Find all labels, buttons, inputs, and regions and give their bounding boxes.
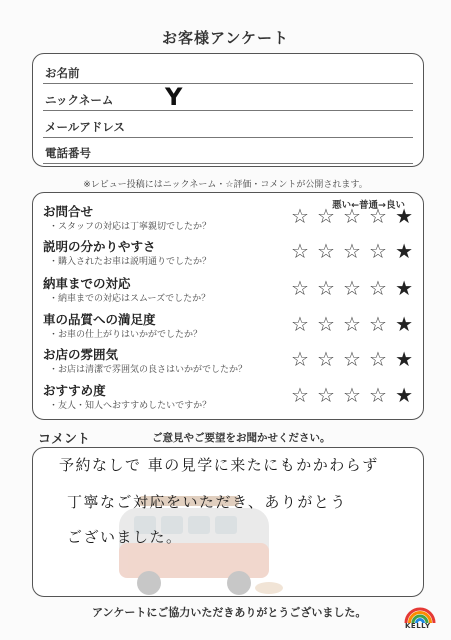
question-subtext: ・友人・知人へおすすめしたいですか？ — [49, 401, 212, 411]
question-row — [43, 274, 413, 308]
question-title: おすすめ度 — [43, 383, 106, 398]
star-filled-icon: ★ — [395, 276, 413, 300]
star-filled-icon: ★ — [395, 312, 413, 336]
email-row — [43, 112, 413, 138]
customer-info-box — [32, 53, 424, 167]
star-empty-icon: ☆ — [369, 383, 387, 407]
rating-scale-header: 悪い←普通→良い — [332, 200, 405, 211]
star-empty-icon: ☆ — [317, 239, 335, 263]
star-empty-icon: ☆ — [343, 347, 361, 371]
star-empty-icon: ☆ — [291, 347, 309, 371]
nickname-label: ニックネーム — [45, 93, 114, 107]
star-filled-icon: ★ — [395, 383, 413, 407]
star-rating — [291, 240, 413, 262]
comment-heading: コメント — [38, 432, 91, 447]
star-empty-icon: ☆ — [317, 383, 335, 407]
star-empty-icon: ☆ — [317, 204, 335, 228]
question-row — [43, 202, 413, 236]
page-title: お客様アンケート — [161, 29, 290, 47]
comment-prompt: ご意見やご要望をお聞かせください。 — [152, 432, 331, 444]
star-rating — [291, 205, 413, 227]
question-title: 車の品質への満足度 — [43, 312, 156, 327]
star-empty-icon: ☆ — [369, 204, 387, 228]
star-empty-icon: ☆ — [317, 347, 335, 371]
name-row — [43, 58, 413, 84]
star-empty-icon: ☆ — [343, 276, 361, 300]
star-empty-icon: ☆ — [343, 312, 361, 336]
question-row — [43, 345, 413, 379]
star-empty-icon: ☆ — [369, 239, 387, 263]
comment-line-3: ございました。 — [67, 528, 183, 546]
nickname-value: Y — [165, 83, 183, 111]
star-empty-icon: ☆ — [317, 312, 335, 336]
star-empty-icon: ☆ — [317, 276, 335, 300]
star-filled-icon: ★ — [395, 239, 413, 263]
star-empty-icon: ☆ — [291, 204, 309, 228]
brand-logo-text: KELLY — [405, 622, 431, 630]
question-subtext: ・スタッフの対応は丁寧親切でしたか？ — [49, 222, 212, 232]
question-title: 納車までの対応 — [43, 276, 131, 291]
star-filled-icon: ★ — [395, 347, 413, 371]
question-title: 説明の分かりやすさ — [43, 239, 156, 254]
star-empty-icon: ☆ — [369, 347, 387, 371]
star-empty-icon: ☆ — [369, 312, 387, 336]
star-empty-icon: ☆ — [343, 383, 361, 407]
star-rating — [291, 348, 413, 370]
comment-line-2: 丁寧なご対応をいただき、ありがとう — [67, 493, 347, 511]
question-row — [43, 310, 413, 344]
phone-row — [43, 138, 413, 164]
question-subtext: ・購入されたお車は説明通りでしたか？ — [49, 257, 212, 267]
phone-label: 電話番号 — [45, 146, 91, 160]
star-rating — [291, 384, 413, 406]
question-row — [43, 381, 413, 415]
question-row — [43, 237, 413, 271]
star-rating — [291, 277, 413, 299]
rating-section — [32, 192, 424, 420]
star-empty-icon: ☆ — [291, 276, 309, 300]
thank-you-footer: アンケートにご協力いただきありがとうございました。 — [92, 606, 367, 619]
name-label: お名前 — [45, 66, 80, 80]
question-subtext: ・お車の仕上がりはいかがでしたか？ — [49, 330, 203, 340]
comment-box — [32, 447, 424, 597]
star-empty-icon: ☆ — [291, 239, 309, 263]
star-empty-icon: ☆ — [343, 204, 361, 228]
email-label: メールアドレス — [45, 120, 125, 134]
question-title: お問合せ — [43, 204, 94, 219]
question-subtext: ・納車までの対応はスムーズでしたか？ — [49, 294, 211, 304]
comment-line-1: 予約なしで 車の見学に来たにもかかわらず — [59, 456, 379, 474]
question-subtext: ・お店は清潔で雰囲気の良さはいかがでしたか？ — [49, 365, 248, 375]
star-filled-icon: ★ — [395, 204, 413, 228]
star-rating — [291, 313, 413, 335]
rainbow-logo-icon — [402, 597, 438, 625]
star-empty-icon: ☆ — [343, 239, 361, 263]
star-empty-icon: ☆ — [291, 312, 309, 336]
nickname-row — [43, 85, 413, 111]
question-title: お店の雰囲気 — [43, 347, 119, 362]
star-empty-icon: ☆ — [369, 276, 387, 300]
disclosure-note: ※レビュー投稿にはニックネーム・☆評価・コメントが公開されます。 — [83, 180, 368, 190]
star-empty-icon: ☆ — [291, 383, 309, 407]
